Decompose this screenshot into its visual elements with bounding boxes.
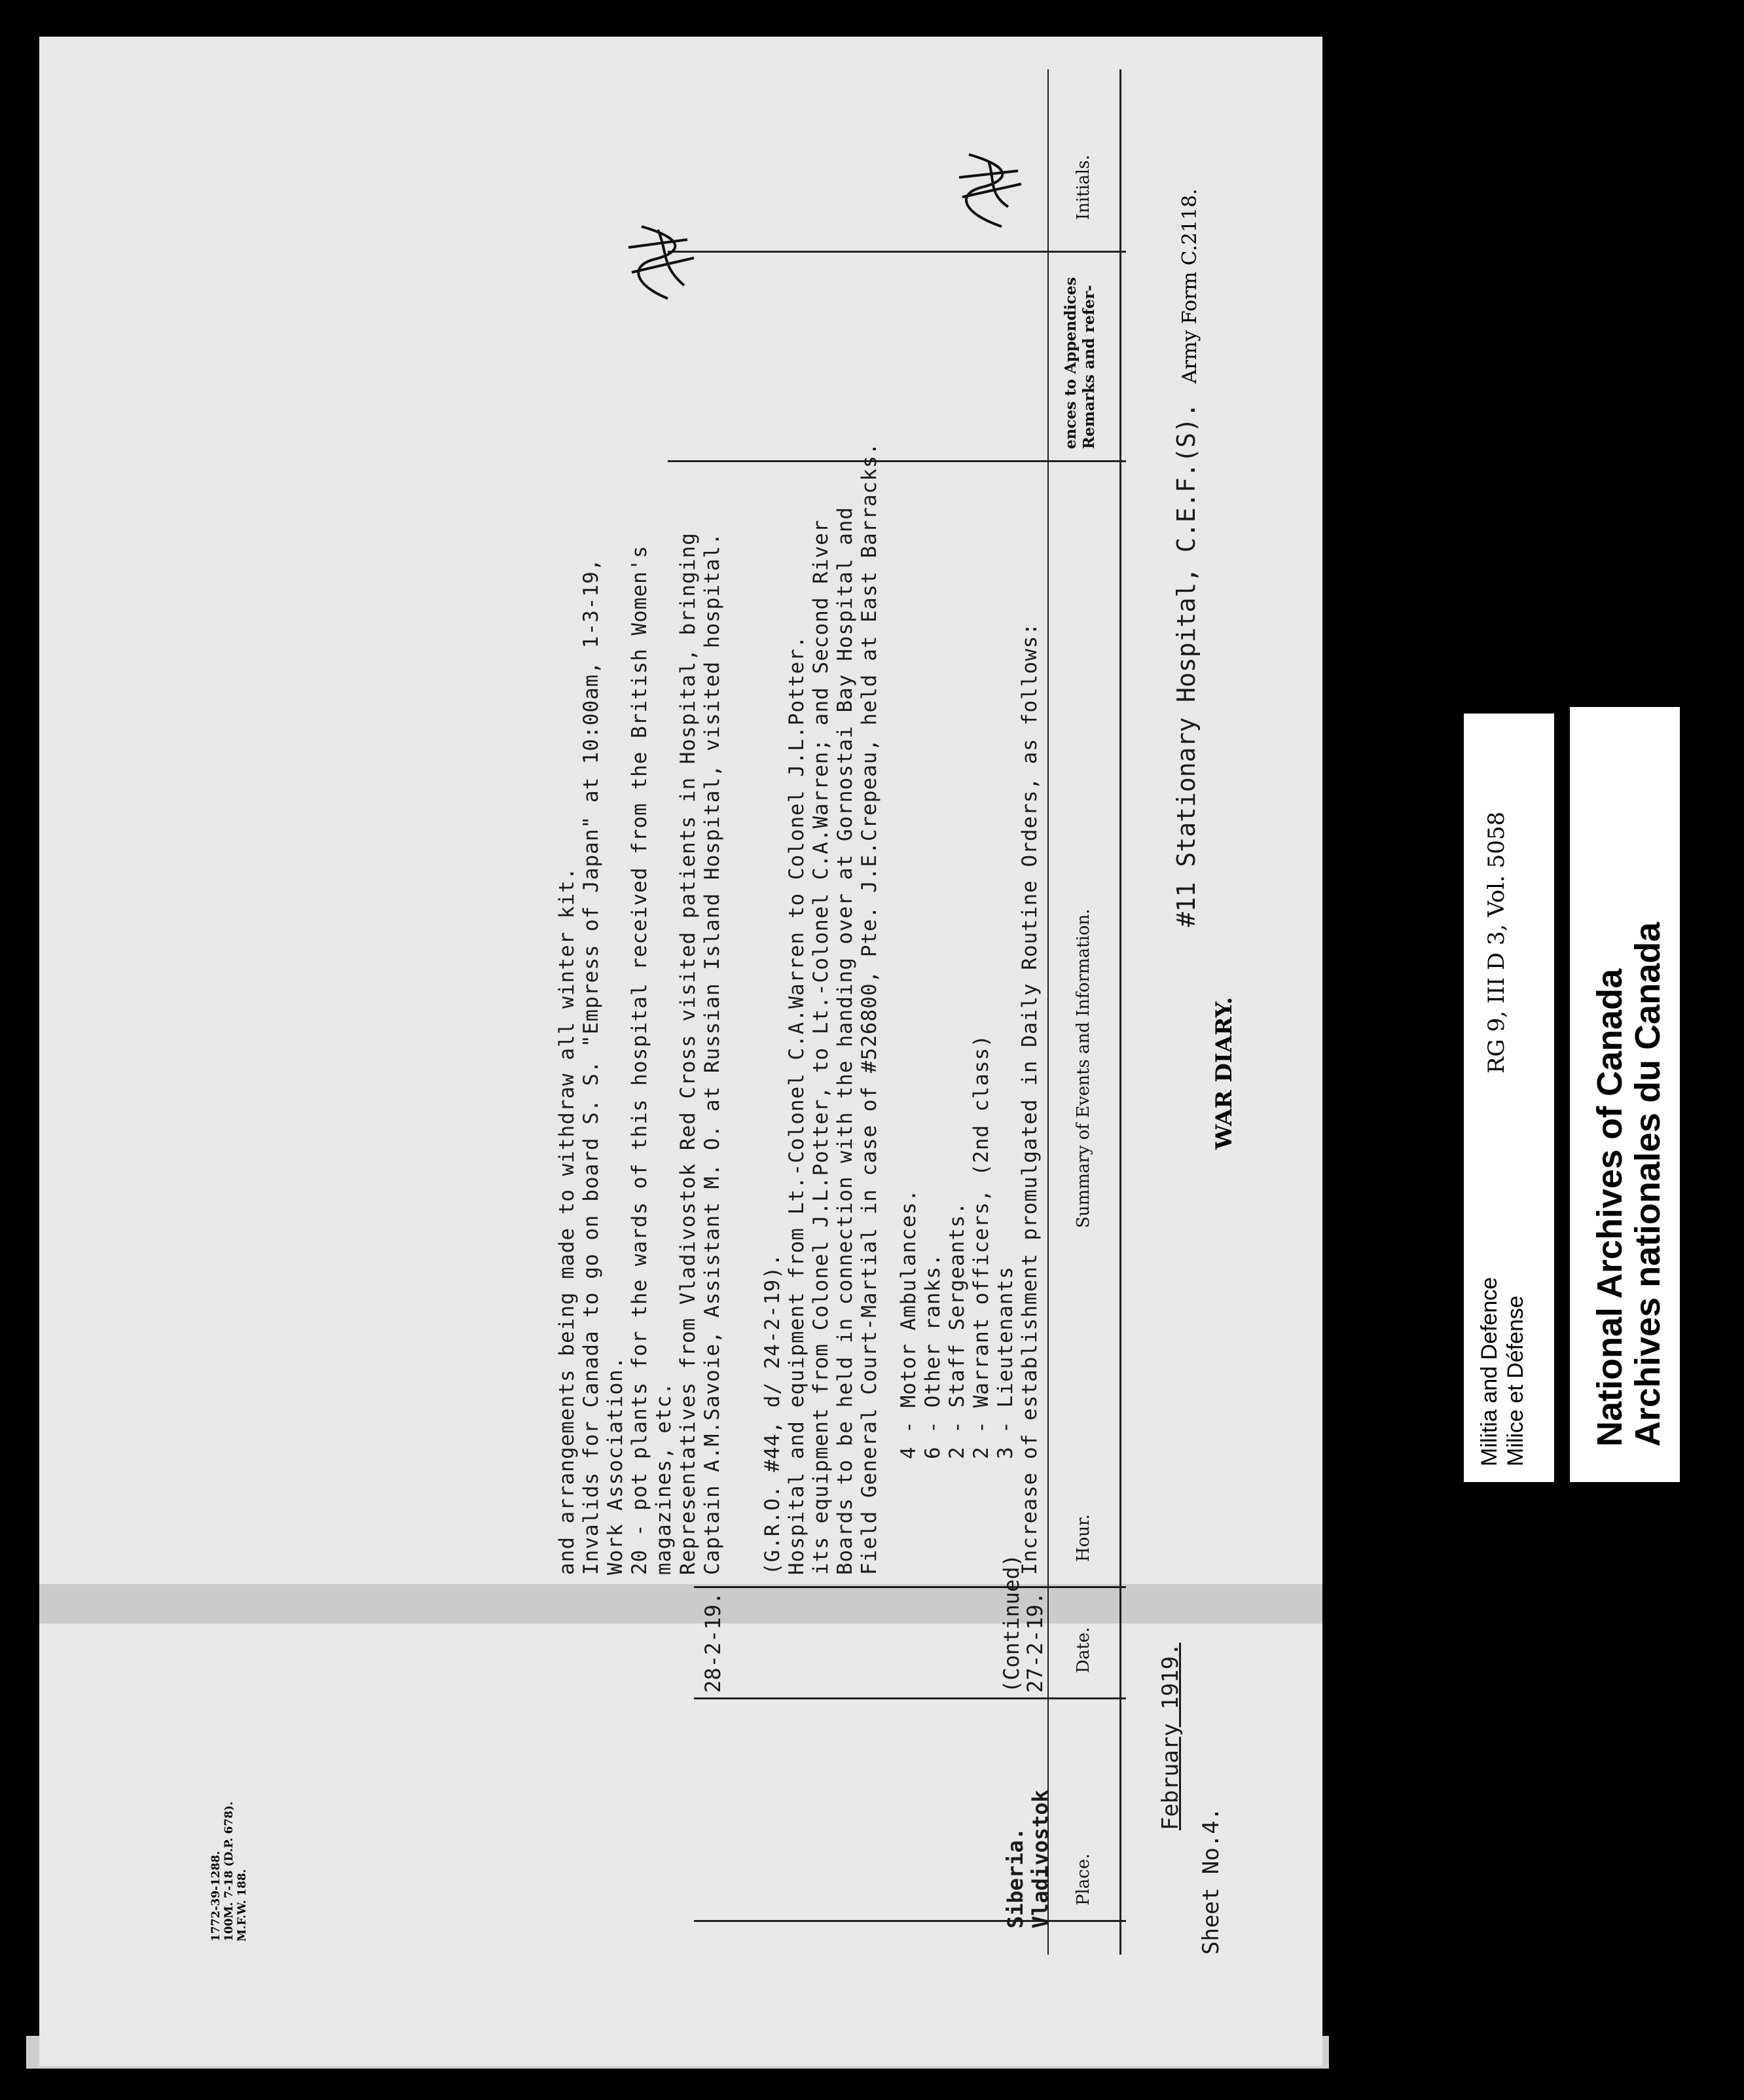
printer-imprint-line: 100M. 7-18 (D.P. 678). [223,1801,236,1942]
entry-text-line: Boards to be held in connection with the handing over at Gornostai Bay Hospital and [833,506,857,1575]
column-header-initials: Initials. [1074,154,1093,220]
archive-name-french: Archives nationales du Canada [1628,922,1667,1447]
entry-date: 28-2-19. [700,1591,725,1693]
entry-text-line: 4 - Motor Ambulances. [897,1189,920,1575]
entry-text-line: 20 - pot plants for the wards of this hospital received from the British Women's [628,545,651,1575]
entry-text-line: Increase of establishment promulgated in Daily Routine Orders, as follows: [1018,622,1042,1575]
month-heading: February 1919. [1157,1642,1184,1830]
entry-date-note: (Continued) [999,1554,1024,1693]
entry-text-line: 6 - Other ranks. [921,1253,945,1575]
war-diary-sheet [39,37,1322,2066]
printer-imprint-line: 1772-39-1288. [209,1851,223,1942]
entry-text-line: Captain A.M.Savoie, Assistant M. O. at Russian Island Hospital, visited hospital. [700,532,724,1575]
entry-text-line: 3 - Lieutenants [994,1266,1017,1575]
table-top-rule [1119,69,1121,1955]
department-english: Militia and Defence [1477,1276,1502,1466]
entry-text-line: its equipment from Colonel J.L.Potter, to Lt.-Colonel C.A.Warren; and Second River [809,519,833,1575]
column-header-remarks-line2: ences to Appendices [1062,277,1080,449]
column-rule-date [694,1697,1126,1699]
column-header-remarks-line1: Remarks and refer- [1080,285,1098,449]
entry-text-line: Hospital and equipment from Lt.-Colonel C.A.Warren to Colonel J.L.Potter. [785,635,808,1575]
entry-text-line: Work Association. [604,1356,627,1575]
place-region: Siberia. [1003,1827,1028,1928]
archive-name-label [1570,707,1680,1482]
printer-imprint-line: M.F.W. 188. [236,1869,249,1942]
column-header-date: Date. [1074,1627,1093,1673]
entry-text-line: Invalids for Canada to go on board S. S. "Empress of Japan" at 10:00am, 1-3-19, [579,558,603,1575]
rotated-page [39,37,1322,2066]
entry-text-line: and arrangements being made to withdraw all winter kit. [555,867,579,1575]
unit-name: #11 Stationary Hospital, C.E.F.(S). [1172,403,1201,927]
archive-reference-label [1464,714,1554,1482]
header-bottom-rule [1047,69,1049,1955]
column-rule-remarks [668,251,1126,253]
entry-text-line: 2 - Warrant officers, (2nd class) [970,1034,993,1575]
form-number: Army Form C.2118. [1178,189,1201,384]
column-rule-summary [668,460,1126,462]
entry-text-line: Representatives from Vladivostok Red Cross visited patients in Hospital, bringing [676,532,700,1575]
column-header-summary: Summary of Events and Information. [1074,909,1093,1228]
entry-text-line: 2 - Staff Sergeants. [945,1201,969,1575]
place-city: Vladivostok [1028,1790,1053,1928]
department-french: Milice et Défense [1503,1295,1528,1466]
archive-name-english: National Archives of Canada [1590,968,1629,1447]
entry-date: 27-2-19. [1023,1591,1047,1693]
entry-text-line: magazines, etc. [652,1382,676,1575]
initials-signature [622,213,700,305]
column-rule-place [694,1920,1126,1922]
document-title: WAR DIARY. [1211,996,1237,1150]
archive-reference-number: RG 9, III D 3, Vol. 5058 [1483,811,1510,1074]
column-header-place: Place. [1074,1853,1093,1906]
sheet-number: Sheet No.4. [1198,1807,1224,1955]
column-header-hour: Hour. [1074,1514,1093,1562]
entry-text-line: (G.R.O. #44, d/ 24-2-19). [761,1253,784,1575]
scan-artifact-band [0,1584,1335,1623]
initials-signature [949,141,1028,233]
entry-text-line: Field General Court-Martial in case of #526800, Pte. J.E.Crepeau, held at East Barracks. [858,442,881,1575]
